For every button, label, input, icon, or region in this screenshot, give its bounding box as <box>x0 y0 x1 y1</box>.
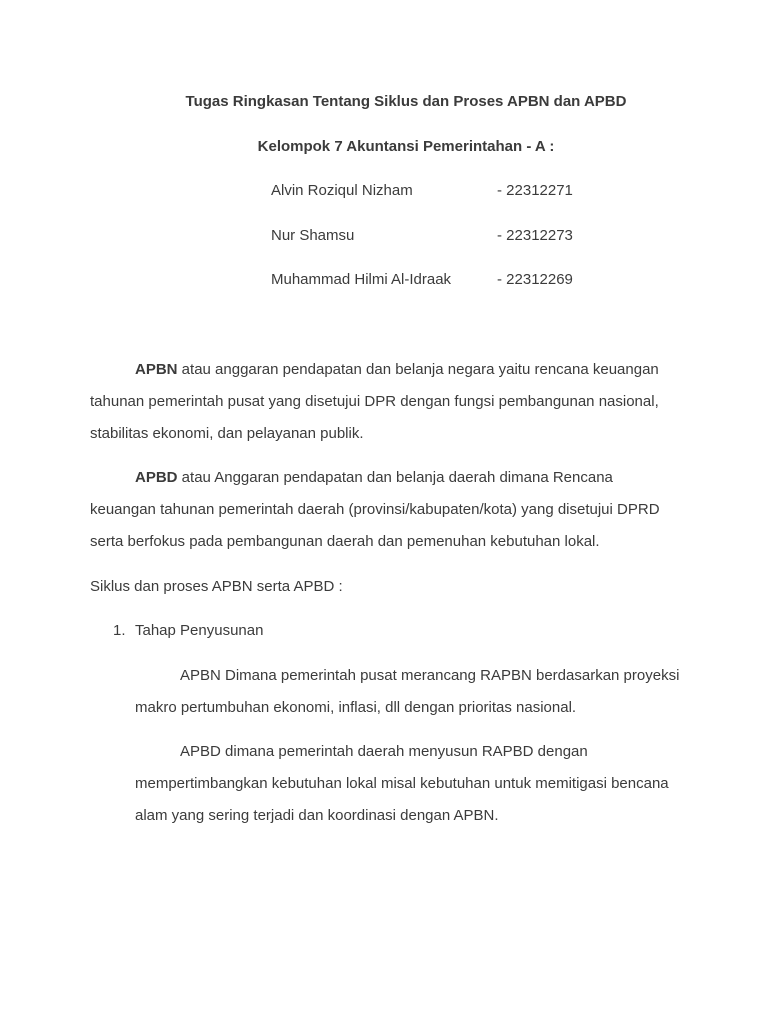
list-number: 1. <box>113 622 126 639</box>
member-name: Nur Shamsu <box>271 227 355 244</box>
paragraph-apbd-text: atau Anggaran pendapatan dan belanja daerah dimana Rencana keuangan tahunan pemerintah daerah (provinsi/kabupaten/kota) yang disetujui DPRD serta berfokus pada pembangunan daerah dan pemenuhan kebutuhan lokal. <box>90 469 660 550</box>
paragraph-apbn <box>90 354 680 450</box>
cycle-heading: Siklus dan proses APBN serta APBD : <box>90 578 343 595</box>
document-title: Tugas Ringkasan Tentang Siklus dan Proses APBN dan APBD <box>185 93 627 110</box>
member-nim: - 22312273 <box>497 227 573 244</box>
sub-paragraph-apbd: APBD dimana pemerintah daerah menyusun RAPBD dengan mempertimbangkan kebutuhan lokal misal kebutuhan untuk memitigasi bencana alam yang sering terjadi dan koordinasi dengan APBN. <box>135 743 669 824</box>
list-item-label: Tahap Penyusunan <box>135 622 264 639</box>
term-apbd: APBD <box>135 469 178 486</box>
paragraph-apbd <box>90 462 680 558</box>
member-name: Muhammad Hilmi Al-Idraak <box>271 271 452 288</box>
group-heading: Kelompok 7 Akuntansi Pemerintahan - A : <box>257 138 555 155</box>
paragraph-apbn-text: atau anggaran pendapatan dan belanja negara yaitu rencana keuangan tahunan pemerintah pusat yang disetujui DPR dengan fungsi pembangunan nasional, stabilitas ekonomi, dan pelayanan publik. <box>90 361 659 442</box>
member-nim: - 22312269 <box>497 271 573 288</box>
sub-paragraph-apbn: APBN Dimana pemerintah pusat merancang RAPBN berdasarkan proyeksi makro pertumbuhan ekonomi, inflasi, dll dengan prioritas nasional. <box>135 667 680 716</box>
member-name: Alvin Roziqul Nizham <box>271 182 413 199</box>
term-apbn: APBN <box>135 361 178 378</box>
member-nim: - 22312271 <box>497 182 573 199</box>
